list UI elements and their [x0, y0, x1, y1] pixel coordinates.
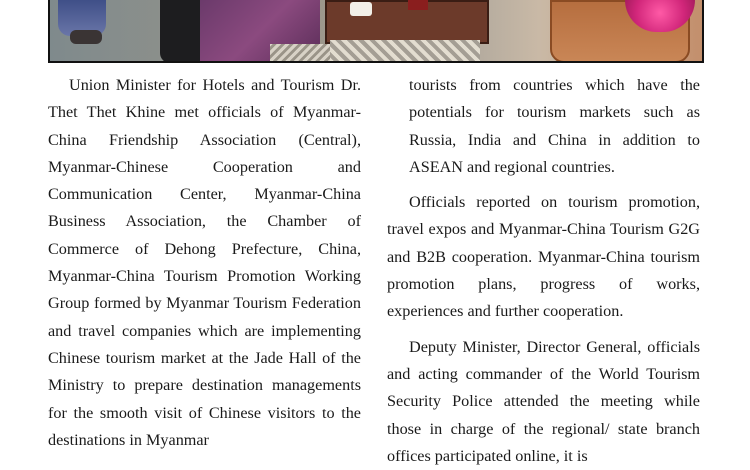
- right-paragraph-3: Deputy Minister, Director General, officials and acting commander of the World Tourism Security Police attended the meeting while those in charge of the regional/ state branch offices participated online, it is: [387, 337, 700, 465]
- meeting-photo: [48, 0, 704, 63]
- right-paragraph-2: Officials reported on tourism promotion, travel expos and Myanmar-China Tourism G2G and B2B cooperation. Myanmar-China tourism promotion plans, progress of works, experiences and further cooperation.: [387, 193, 700, 321]
- left-column: [48, 72, 361, 454]
- right-paragraph-1: tourists from countries which have the potentials for tourism markets such as Russia, India and China in addition to ASEAN and regional countries.: [409, 76, 700, 176]
- left-paragraph: Union Minister for Hotels and Tourism Dr. Thet Thet Khine met officials of Myanmar-China Friendship Association (Central), Myanmar-Chinese Cooperation and Communication Center, Myanmar-China Business Association, the Chamber of Commerce of Dehong Prefecture, China, Myanmar-China Tourism Promotion Working Group formed by Myanmar Tourism Federation and travel companies which are implementing Chinese tourism market at the Jade Hall of the Ministry to prepare destination managements for the smooth visit of Chinese visitors to the destinations in Myanmar: [48, 76, 361, 449]
- right-column: [387, 72, 700, 470]
